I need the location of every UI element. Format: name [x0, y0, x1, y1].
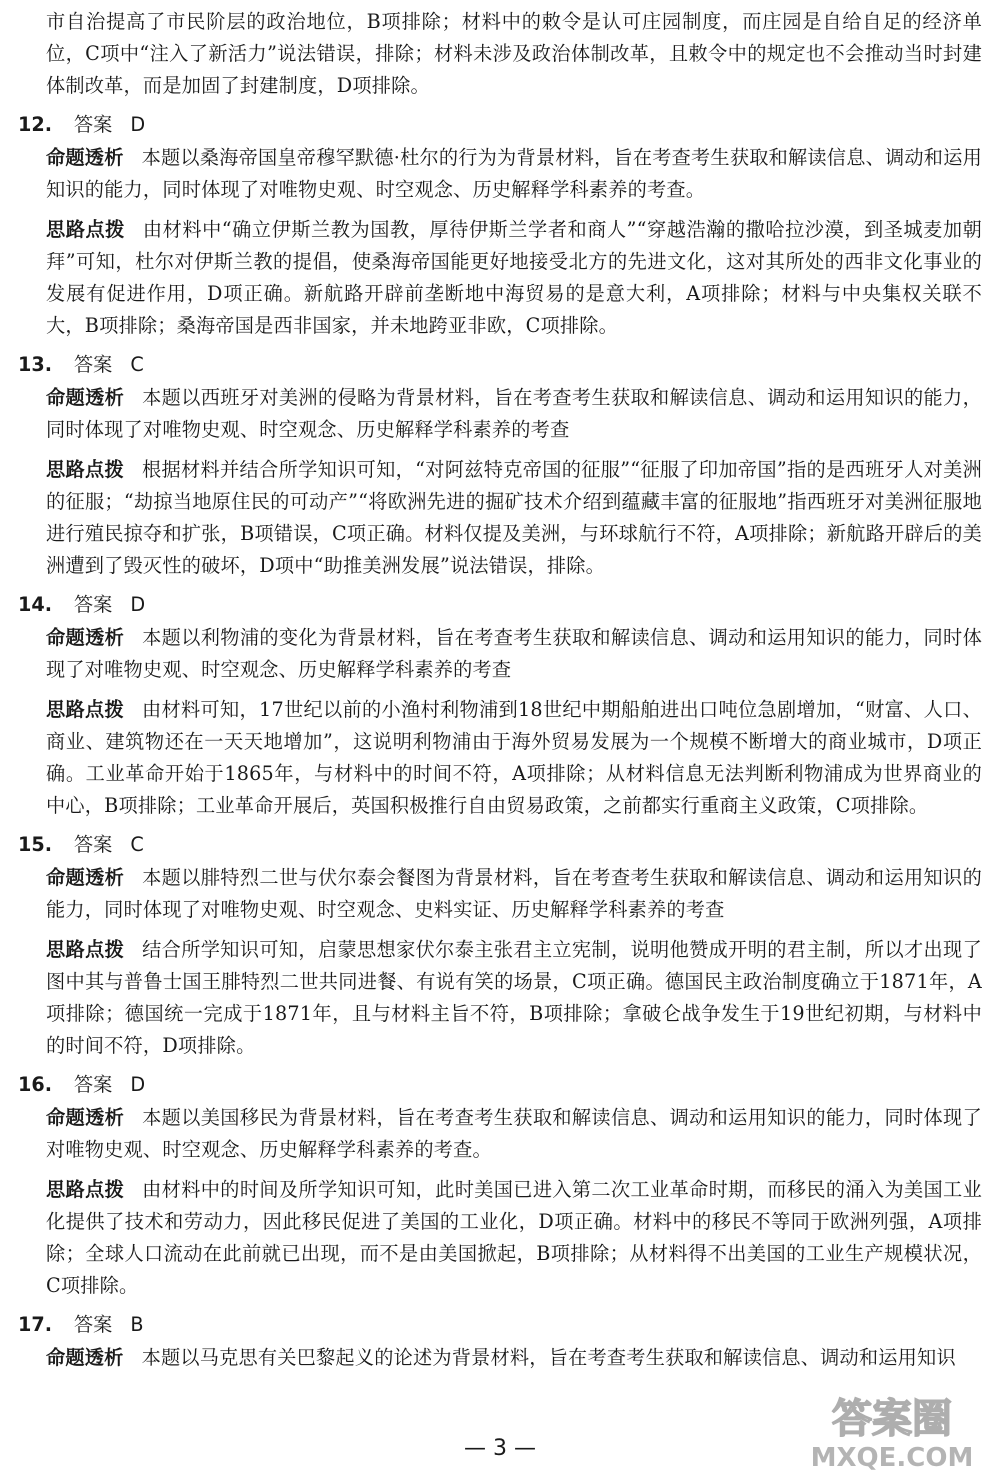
- question-number: 15.: [18, 833, 52, 856]
- section-label: 命题透析: [46, 626, 125, 649]
- question-block: [18, 828, 982, 1062]
- answer-content: [18, 6, 982, 1374]
- analysis-paragraph: [18, 1342, 982, 1374]
- question-number: 16.: [18, 1073, 52, 1096]
- page-number: — 3 —: [464, 1436, 536, 1461]
- question-header: [18, 828, 982, 862]
- question-header: [18, 588, 982, 622]
- section-label: 命题透析: [46, 386, 125, 409]
- solution-paragraph: [18, 934, 982, 1062]
- section-label: 思路点拨: [46, 218, 125, 241]
- analysis-paragraph: [18, 382, 982, 446]
- section-text: 由材料中“确立伊斯兰教为国教，厚待伊斯兰学者和商人”“穿越浩瀚的撒哈拉沙漠，到圣城麦加朝拜”可知，杜尔对伊斯兰教的提倡，使桑海帝国能更好地接受北方的先进文化，这对其所处的西非文化事业的发展有促进作用，D项正确。新航路开辟前垄断地中海贸易的是意大利，A项排除；材料与中央集权关联不大，B项排除；桑海帝国是西非国家，并未地跨亚非欧，C项排除。: [46, 218, 982, 337]
- answer-key: D: [130, 1073, 146, 1096]
- section-text: 本题以马克思有关巴黎起义的论述为背景材料，旨在考查考生获取和解读信息、调动和运用知识: [141, 1346, 956, 1369]
- question-block: [18, 108, 982, 342]
- section-text: 根据材料并结合所学知识可知，“对阿兹特克帝国的征服”“征服了印加帝国”指的是西班牙人对美洲的征服；“劫掠当地原住民的可动产”“将欧洲先进的掘矿技术介绍到蕴藏丰富的征服地”指西班牙对美洲征服地进行殖民掠夺和扩张，B项错误，C项正确。材料仅提及美洲，与环球航行不符，A项排除；新航路开辟后的美洲遭到了毁灭性的破坏，D项中“助推美洲发展”说法错误，排除。: [46, 458, 982, 577]
- section-label: 思路点拨: [46, 458, 125, 481]
- question-number: 17.: [18, 1313, 52, 1336]
- question-block: [18, 1308, 982, 1374]
- intro-paragraph: 市自治提高了市民阶层的政治地位，B项排除；材料中的敕令是认可庄园制度，而庄园是自给自足的经济单位，C项中“注入了新活力”说法错误，排除；材料未涉及政治体制改革，且敕令中的规定也不会推动当时封建体制改革，而是加固了封建制度，D项排除。: [46, 10, 982, 97]
- answer-label: 答案: [74, 353, 113, 376]
- question-block: [18, 1068, 982, 1302]
- section-text: 由材料可知，17世纪以前的小渔村利物浦到18世纪中期船舶进出口吨位急剧增加，“财富、人口、商业、建筑物还在一天天地增加”，这说明利物浦由于海外贸易发展为一个规模不断增大的商业城市，D项正确。工业革命开始于1865年，与材料中的时间不符，A项排除；从材料信息无法判断利物浦成为世界商业的中心，B项排除；工业革命开展后，英国积极推行自由贸易政策，之前都实行重商主义政策，C项排除。: [46, 698, 982, 817]
- analysis-paragraph: [18, 622, 982, 686]
- answer-key: D: [130, 113, 146, 136]
- answer-label: 答案: [74, 593, 113, 616]
- solution-paragraph: [18, 214, 982, 342]
- answer-key: C: [130, 353, 144, 376]
- section-label: 思路点拨: [46, 698, 125, 721]
- question-header: [18, 348, 982, 382]
- section-text: 结合所学知识可知，启蒙思想家伏尔泰主张君主立宪制，说明他赞成开明的君主制，所以才出现了图中其与普鲁士国王腓特烈二世共同进餐、有说有笑的场景，C项正确。德国民主政治制度确立于1871年，A项排除；德国统一完成于1871年，且与材料主旨不符，B项排除；拿破仑战争发生于19世纪初期，与材料中的时间不符，D项排除。: [46, 938, 982, 1057]
- answer-key: D: [130, 593, 146, 616]
- solution-paragraph: [18, 1174, 982, 1302]
- section-label: 命题透析: [46, 866, 125, 889]
- answer-key: C: [130, 833, 144, 856]
- question-header: [18, 1068, 982, 1102]
- section-text: 本题以美国移民为背景材料，旨在考查考生获取和解读信息、调动和运用知识的能力，同时体现了对唯物史观、时空观念、历史解释学科素养的考查。: [46, 1106, 982, 1161]
- question-header: [18, 108, 982, 142]
- analysis-paragraph: [18, 862, 982, 926]
- answer-key: B: [130, 1313, 144, 1336]
- section-label: 思路点拨: [46, 938, 125, 961]
- section-label: 命题透析: [46, 1346, 124, 1369]
- solution-paragraph: [18, 694, 982, 822]
- answer-label: 答案: [74, 833, 113, 856]
- analysis-paragraph: [18, 1102, 982, 1166]
- watermark-text: 答案圈: [832, 1396, 952, 1442]
- question-list: [18, 108, 982, 1374]
- section-label: 思路点拨: [46, 1178, 125, 1201]
- section-text: 本题以腓特烈二世与伏尔泰会餐图为背景材料，旨在考查考生获取和解读信息、调动和运用知识的能力，同时体现了对唯物史观、时空观念、史料实证、历史解释学科素养的考查: [46, 866, 982, 921]
- section-text: 本题以利物浦的变化为背景材料，旨在考查考生获取和解读信息、调动和运用知识的能力，同时体现了对唯物史观、时空观念、历史解释学科素养的考查: [46, 626, 982, 681]
- section-text: 本题以桑海帝国皇帝穆罕默德·杜尔的行为为背景材料，旨在考查考生获取和解读信息、调动和运用知识的能力，同时体现了对唯物史观、时空观念、历史解释学科素养的考查。: [46, 146, 982, 201]
- answer-label: 答案: [74, 1313, 113, 1336]
- section-text: 由材料中的时间及所学知识可知，此时美国已进入第二次工业革命时期，而移民的涌入为美国工业化提供了技术和劳动力，因此移民促进了美国的工业化，D项正确。材料中的移民不等同于欧洲列强，A项排除；全球人口流动在此前就已出现，而不是由美国掀起，B项排除；从材料得不出美国的工业生产规模状况，C项排除。: [46, 1178, 982, 1297]
- question-number: 14.: [18, 593, 52, 616]
- watermark-url: MXQE.COM: [810, 1443, 974, 1473]
- section-label: 命题透析: [46, 1106, 125, 1129]
- answer-label: 答案: [74, 1073, 113, 1096]
- question-block: [18, 588, 982, 822]
- analysis-paragraph: [18, 142, 982, 206]
- question-header: [18, 1308, 982, 1342]
- question-block: [18, 348, 982, 582]
- question-number: 13.: [18, 353, 52, 376]
- answer-label: 答案: [74, 113, 113, 136]
- watermark-logo: [792, 1388, 992, 1473]
- solution-paragraph: [18, 454, 982, 582]
- section-text: 本题以西班牙对美洲的侵略为背景材料，旨在考查考生获取和解读信息、调动和运用知识的能力，同时体现了对唯物史观、时空观念、历史解释学科素养的考查: [46, 386, 982, 441]
- section-label: 命题透析: [46, 146, 124, 169]
- question-number: 12.: [18, 113, 52, 136]
